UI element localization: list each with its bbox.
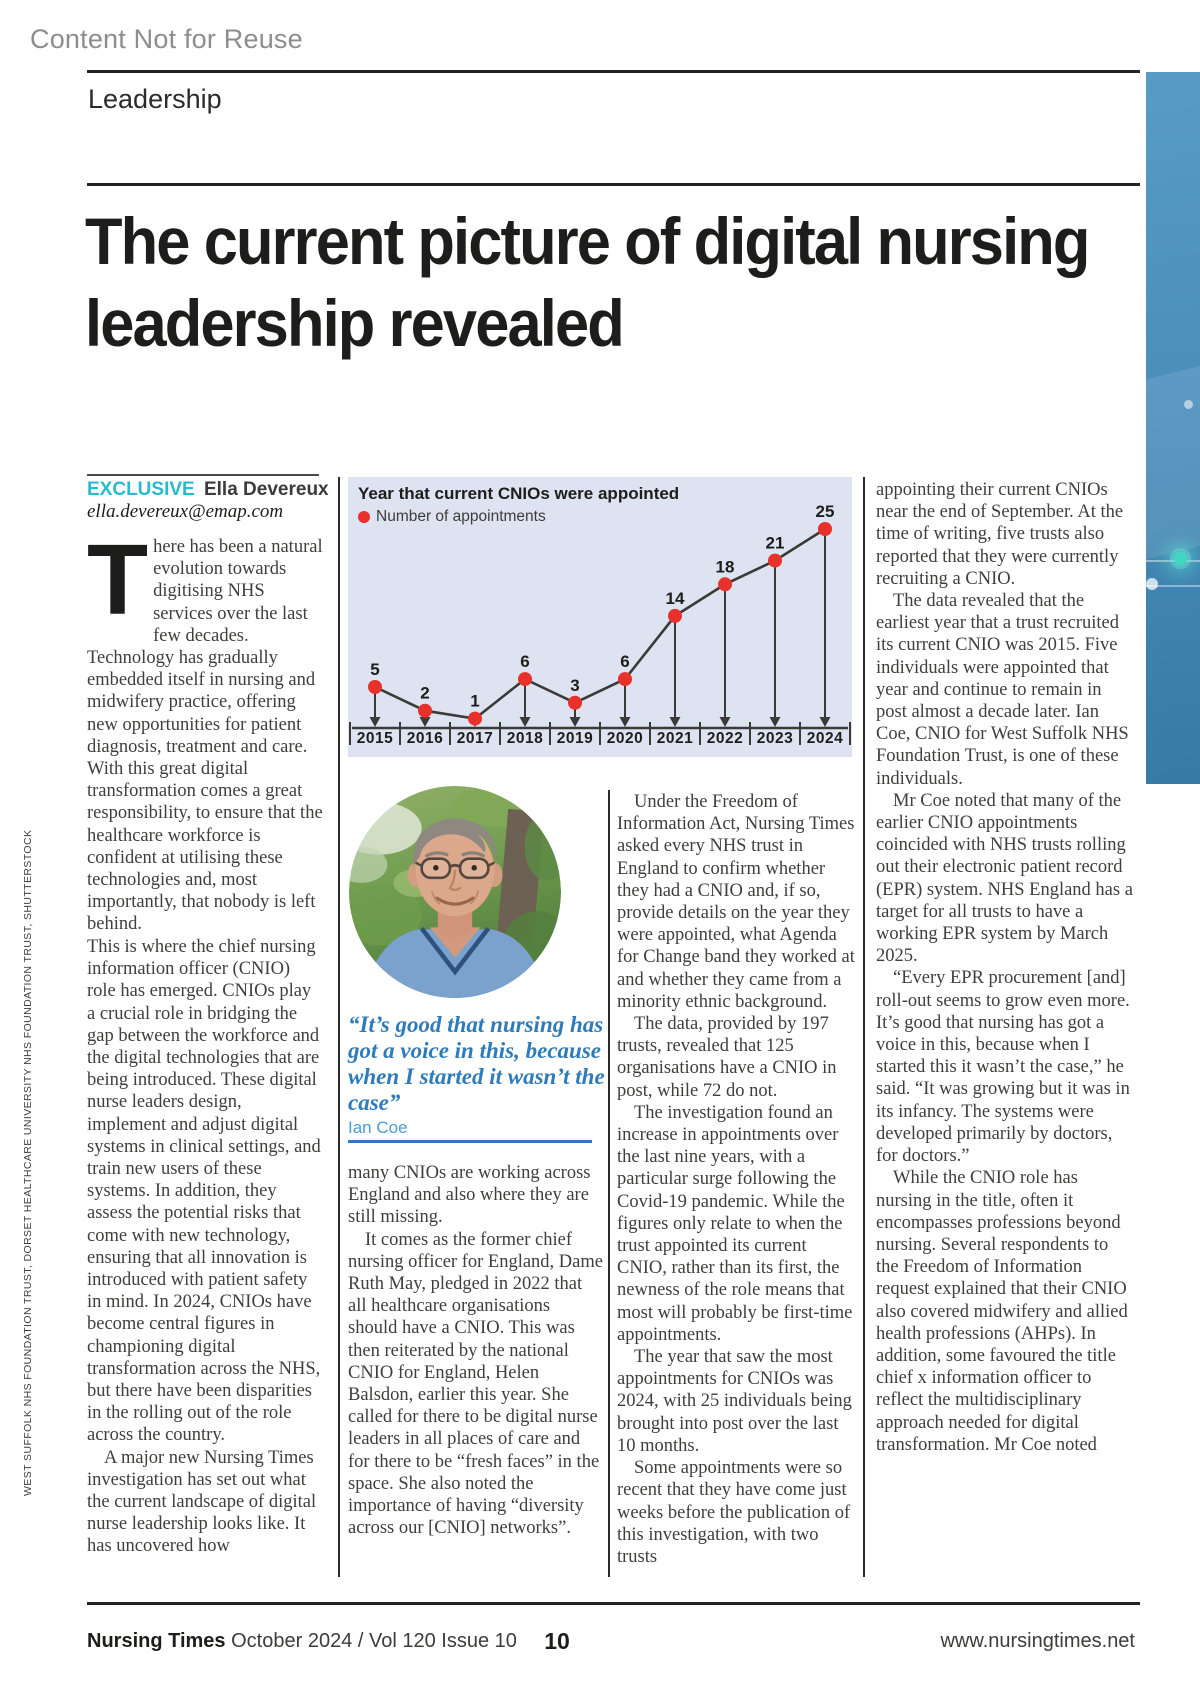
paragraph: appointing their current CNIOs near the end of September. At the time of writing, five trusts also reported that they were currently recruiting a CNIO.: [876, 480, 1124, 589]
page-number: 10: [544, 1628, 570, 1654]
paragraph: Mr Coe noted that many of the earlier CNIO appointments coincided with NHS trusts rolling out their electronic patient record (EPR) system. NHS England has a target for all trusts to have a working EPR system by March 2025.: [876, 790, 1133, 967]
legend-label: Number of appointments: [376, 508, 546, 525]
portrait-illustration: [349, 786, 561, 998]
year-label: 2018: [506, 730, 544, 747]
issue-details: October 2024 / Vol 120 Issue 10: [231, 1630, 517, 1652]
data-point: [668, 609, 682, 623]
value-label: 6: [520, 652, 530, 672]
value-label: 14: [665, 588, 685, 608]
opening-text: here has been a natural evolution towards digitising NHS services over the last few decades. Technology has gradually embedded itself in nursing and midwifery practice, offering new opportunities for patient diagnosis, treatment and care. With this great digital transformation comes a great responsibility, to ensure that the healthcare workforce is confident at utilising these technologies and, most importantly, that nobody is left behind.: [87, 537, 323, 935]
value-label: 18: [715, 557, 735, 577]
arrowhead-icon: [820, 717, 831, 727]
pull-quote: “It’s good that nursing has got a voice in this, because when I started it wasn’t the case”: [348, 1012, 605, 1115]
year-label: 2024: [806, 730, 844, 747]
paragraph: This is where the chief nursing information officer (CNIO) role has emerged. CNIOs play a crucial role in bridging the gap between the workforce and the digital technologies that are being introduced. These digital nurse leaders design, implement and adjust digital systems in clinical settings, and train new users of these systems. In addition, they assess the potential risks that come with new technology, ensuring that all innovation is introduced with patient safety in mind. In 2024, CNIOs have become central figures in championing digital transformation across the NHS, but there have been disparities in the rolling out of the role across the country.: [87, 937, 321, 1446]
top-rule: [87, 70, 1140, 73]
watermark-label: Content Not for Reuse: [30, 24, 303, 54]
author-name: Ella Devereux: [203, 479, 329, 500]
decorative-blue-strip: [1146, 72, 1200, 784]
value-label: 1: [470, 691, 480, 711]
pull-quote-rule: [348, 1140, 592, 1143]
article-column-1-rest: [87, 936, 323, 1558]
data-point: [818, 522, 832, 536]
section-label: Leadership: [88, 84, 222, 114]
value-label: 6: [620, 652, 630, 672]
column-divider: [608, 790, 610, 1577]
paragraph: The data, provided by 197 trusts, revealed that 125 organisations have a CNIO in post, while 72 do not.: [617, 1014, 837, 1101]
value-label: 3: [570, 675, 580, 695]
article-column-1: [87, 524, 323, 936]
footer-rule: [87, 1602, 1140, 1605]
paragraph: Under the Freedom of Information Act, Nursing Times asked every NHS trust in England to confirm whether they had a CNIO and, if so, provide details on the year they were appointed, what Agenda for Change band they worked at and whether they came from a minority ethnic background.: [617, 792, 855, 1012]
arrowhead-icon: [720, 717, 731, 727]
column-divider: [338, 477, 340, 1577]
drop-cap: T: [87, 524, 145, 636]
arrowhead-icon: [370, 717, 381, 727]
article-column-4: [876, 479, 1134, 1456]
series-line: [375, 529, 825, 719]
headline: The current picture of digital nursing leadership revealed: [85, 204, 1089, 360]
year-label: 2019: [556, 730, 594, 747]
paragraph: The data revealed that the earliest year that a trust recruited its current CNIO was 2015. Five individuals were appointed that year and continue to remain in post almost a decade later. Ian Coe, CNIO for West Suffolk NHS Foundation Trust, is one of these individuals.: [876, 591, 1129, 789]
data-point: [568, 696, 582, 710]
exclusive-kicker: EXCLUSIVE: [87, 479, 195, 500]
legend-dot-icon: [358, 511, 370, 523]
paragraph: “Every EPR procurement [and] roll-out seems to grow even more. It’s good that nursing has got a voice in this, because when I started this it wasn’t the case,” he said. “It was growing but it was in its infancy. The systems were developed primarily by doctors, for doctors.”: [876, 968, 1130, 1167]
footer-issue-info: [87, 1630, 517, 1653]
data-point: [768, 554, 782, 568]
data-point: [418, 704, 432, 718]
chart-title: Year that current CNIOs were appointed: [358, 484, 680, 503]
cnio-appointments-chart: [348, 477, 852, 757]
pull-quote-attribution: Ian Coe: [348, 1118, 408, 1137]
value-label: 5: [370, 660, 380, 679]
data-point: [468, 712, 482, 726]
opening-paragraph: [87, 524, 323, 936]
publication-name: Nursing Times: [87, 1630, 226, 1652]
column-divider: [863, 477, 865, 1577]
paragraph: A major new Nursing Times investigation has set out what the current landscape of digital nurse leadership looks like. It has uncovered how: [87, 1447, 317, 1557]
byline-rule: [87, 474, 319, 476]
strip-node-dot: [1184, 400, 1193, 409]
photo-credit-vertical: WEST SUFFOLK NHS FOUNDATION TRUST, DORSET HEALTHCARE UNIVERSITY NHS FOUNDATION TRUST, SHUTTERSTOCK: [22, 829, 34, 1496]
year-label: 2015: [356, 730, 394, 747]
paragraph: While the CNIO role has nursing in the title, often it encompasses professions beyond nursing. Several respondents to the Freedom of Information request explained that their CNIO also covered midwifery and allied health professions (AHPs). In addition, some favoured the title chief x information officer to reflect the multidisciplinary approach needed for digital transformation. Mr Coe noted: [876, 1168, 1128, 1455]
year-label: 2016: [406, 730, 444, 747]
data-point: [718, 577, 732, 591]
arrowhead-icon: [570, 717, 581, 727]
year-label: 2020: [606, 730, 644, 747]
chart-legend: [358, 508, 546, 526]
paragraph: The investigation found an increase in appointments over the last nine years, with a particular surge following the Covid-19 pandemic. While the figures only relate to when the trust appointed its current CNIO, rather than its first, the newness of the role means that most will probably be first-time appointments.: [617, 1102, 853, 1345]
strip-node-dot: [1146, 578, 1158, 590]
paragraph: The year that saw the most appointments for CNIOs was 2024, with 25 individuals being brought into post over the last 10 months.: [617, 1347, 852, 1456]
value-label: 21: [765, 533, 785, 553]
author-email: ella.devereux@emap.com: [87, 501, 284, 522]
year-label: 2022: [706, 730, 744, 747]
arrowhead-icon: [620, 717, 631, 727]
year-label: 2017: [456, 730, 494, 747]
value-label: 25: [815, 502, 835, 521]
article-column-2: [348, 1162, 604, 1539]
arrowhead-icon: [520, 717, 531, 727]
data-point: [518, 672, 532, 686]
strip-light-band: [1146, 362, 1200, 562]
data-point: [368, 680, 382, 694]
arrowhead-icon: [770, 717, 781, 727]
year-label: 2021: [656, 730, 694, 747]
strip-glow-dot: [1174, 552, 1187, 565]
byline: [87, 479, 329, 501]
data-point: [618, 672, 632, 686]
ian-coe-photo: [349, 786, 561, 998]
website-url: www.nursingtimes.net: [940, 1630, 1135, 1652]
year-label: 2023: [756, 730, 794, 747]
value-label: 2: [420, 683, 430, 703]
article-column-3: [617, 791, 857, 1568]
headline-rule: [87, 183, 1140, 186]
arrowhead-icon: [420, 717, 431, 727]
paragraph: Some appointments were so recent that they have come just weeks before the publication of this investigation, with two trusts: [617, 1458, 851, 1567]
arrowhead-icon: [670, 717, 681, 727]
strip-network-line: [1146, 560, 1200, 562]
paragraph: It comes as the former chief nursing officer for England, Dame Ruth May, pledged in 2022 that all healthcare organisations should have a CNIO. This was then reiterated by the national CNIO for England, Helen Balsdon, earlier this year. She called for there to be digital nurse leaders in all places of care and for there to be “fresh faces” in the space. She also noted the importance of having “diversity across our [CNIO] networks”.: [348, 1229, 603, 1539]
paragraph: many CNIOs are working across England and also where they are still missing.: [348, 1163, 591, 1228]
